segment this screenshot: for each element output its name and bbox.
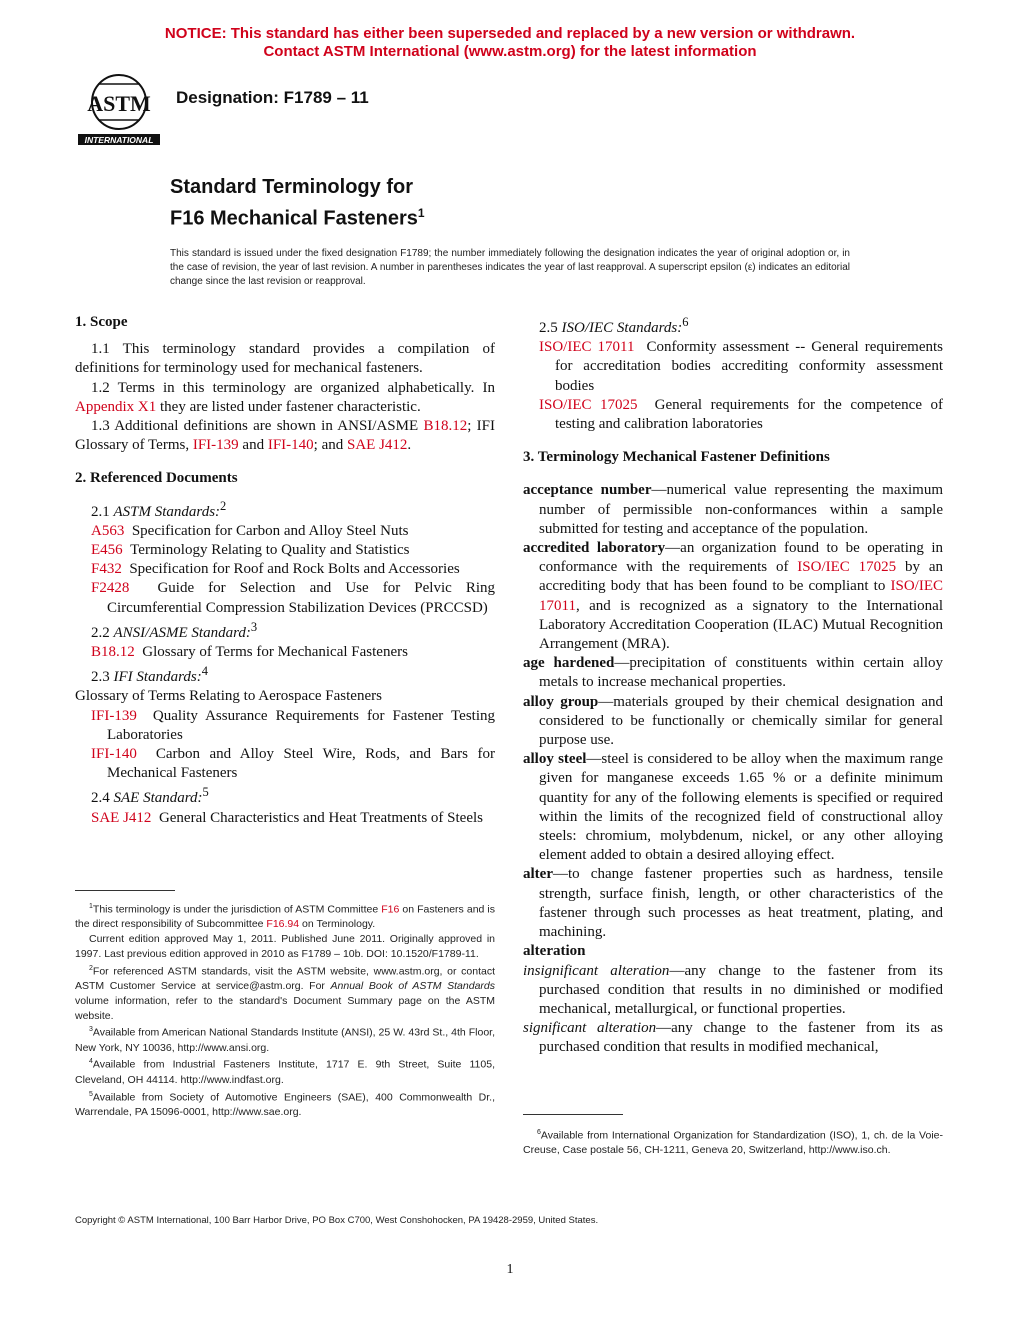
reference-code-link[interactable]: IFI-139	[91, 707, 137, 724]
scope-heading: 1. Scope	[75, 314, 128, 330]
sae-label-sup: 5	[202, 785, 209, 800]
scope-1-3-text-d: ; and	[313, 437, 347, 454]
reference-spacer	[151, 810, 159, 826]
footnote-text: on Fasteners and is the direct responsibility of Subcommittee	[75, 903, 496, 931]
footnote-text: volume information, refer to the standard's Document Summary page on the ASTM website.	[75, 994, 495, 1022]
scope-1-3-text-b: ; IFI Glossary of Terms,	[75, 418, 495, 454]
reference-title: Specification for Roof and Rock Bolts and Accessories	[129, 561, 460, 578]
scope-1-2-text-a: 1.2 Terms in this terminology are organized alphabetically. In	[91, 379, 495, 396]
term-label: alteration	[523, 943, 586, 960]
term-definition: —precipitation of constituents within certain alloy metals to increase mechanical properties.	[539, 655, 944, 691]
term-label: alloy group	[523, 693, 599, 710]
astm-standards-list	[75, 522, 495, 618]
reference-title: Terminology Relating to Quality and Statistics	[130, 542, 410, 559]
iso-standards-label	[523, 313, 943, 338]
reference-spacer	[137, 708, 153, 724]
term-alteration	[523, 942, 943, 961]
footnotes-left	[75, 900, 495, 1120]
term-label: age hardened	[523, 655, 615, 672]
ansi-standards-list	[75, 643, 495, 662]
footnote-text: on Terminology.	[299, 918, 376, 931]
document-title	[170, 174, 425, 232]
scope-1-3-text-e: .	[407, 437, 412, 454]
scope-1-1: 1.1 This terminology standard provides a compilation of definitions for terminology used for mechanical fasteners.	[75, 341, 495, 377]
term-definition: —steel is considered to be alloy when the maximum range given for manganese exceeds 1.65 % or a definite minimum quantity for any of the following elements is specified or required within the limits of the recognized field of constructional alloy steels: chromium, molybdenum, nickel, or any other alloying element added to obtain a desired alloying effect.	[539, 751, 943, 864]
term-definition-b: by an accrediting body that has been found to be compliant to	[539, 559, 943, 595]
b18-12-link[interactable]: B18.12	[423, 418, 468, 435]
reference-spacer	[124, 523, 132, 539]
footnote-text: For referenced ASTM standards, visit the ASTM website, www.astm.org, or contact ASTM Customer Service at service@astm.org. For	[75, 965, 495, 992]
logo-text: ASTM	[87, 91, 151, 116]
reference-code-link[interactable]: IFI-140	[91, 746, 137, 763]
iso-standards-list	[523, 338, 943, 434]
term-definition: —to change fastener properties such as hardness, tensile strength, surface finish, length, or other characteristics of the fastener through such processes as heat treatment, plating, and machining.	[539, 866, 943, 941]
term-accredited-laboratory	[523, 539, 943, 654]
ifi-glossary-plain: Glossary of Terms Relating to Aerospace Fasteners	[75, 688, 382, 705]
sae-label-title: SAE Standard:	[113, 790, 203, 807]
ifi-label-num: 2.3	[91, 669, 114, 686]
notice-line-1: NOTICE: This standard has either been superseded and replaced by a new version or withdrawn.	[164, 25, 856, 42]
footnote-3	[75, 1023, 495, 1055]
f16-94-link[interactable]: F16.94	[266, 918, 300, 931]
sae-label-num: 2.4	[91, 790, 114, 807]
footnote-rule-left	[75, 890, 175, 891]
astm-logo	[76, 72, 162, 148]
footnote-5	[75, 1088, 495, 1120]
reference-item	[75, 809, 495, 828]
footnote-mark: 5	[89, 1090, 93, 1098]
reference-code-link[interactable]: B18.12	[91, 644, 135, 661]
iso-label-num: 2.5	[539, 320, 562, 336]
ifi-140-link[interactable]: IFI-140	[267, 437, 314, 454]
term-definition: —any change to the fastener from its as purchased condition that results in modified mechanical,	[539, 1020, 944, 1056]
right-column	[523, 313, 943, 1058]
iso-17011-link[interactable]: ISO/IEC 17011	[539, 578, 943, 614]
reference-spacer	[638, 397, 655, 413]
footnote-mark: 1	[89, 903, 93, 910]
reference-item	[523, 338, 943, 396]
f16-link[interactable]: F16	[381, 903, 400, 916]
ansi-label-title: ANSI/ASME Standard:	[113, 624, 251, 641]
reference-title: Conformity assessment -- General requirements for accreditation bodies accrediting conformity assessment bodies	[555, 339, 944, 394]
reference-code-link[interactable]: F2428	[91, 580, 130, 597]
term-alloy-group	[523, 693, 943, 751]
ansi-label-sup: 3	[250, 619, 258, 634]
iso-label-sup: 6	[682, 315, 689, 329]
term-label: alter	[523, 866, 553, 883]
scope-1-3-text-c: and	[238, 437, 268, 454]
astm-label-num: 2.1	[91, 503, 114, 520]
term-definition: —numerical value representing the maximum number of permissible non-conformances within a sample submitted for testing and acceptance of the population.	[539, 482, 943, 537]
left-column	[75, 313, 495, 828]
reference-title: Guide for Selection and Use for Pelvic Ring Circumferential Compression Stabilization Devices (PRCCSD)	[107, 580, 496, 616]
term-alloy-steel	[523, 750, 943, 865]
reference-title: General requirements for the competence of testing and calibration laboratories	[555, 396, 944, 433]
reference-title: Carbon and Alloy Steel Wire, Rods, and Bars for Mechanical Fasteners	[107, 746, 495, 782]
footnote-italic: Annual Book of ASTM Standards	[330, 979, 495, 992]
footnote-4	[75, 1055, 495, 1087]
terminology-heading: 3. Terminology Mechanical Fastener Definitions	[523, 449, 830, 466]
ifi-standards-list	[75, 707, 495, 784]
notice-line-2: Contact ASTM International (www.astm.org) for the latest information	[263, 43, 757, 60]
term-insignificant-alteration	[523, 962, 943, 1020]
refdocs-heading: 2. Referenced Documents	[75, 470, 238, 487]
term-definition: —any change to the fastener from its purchased condition that results in no diminished or modified mechanical, metallurgical, or functional properties.	[539, 962, 943, 1017]
reference-code-link[interactable]: F432	[91, 561, 122, 578]
reference-code-link[interactable]: ISO/IEC 17011	[539, 339, 635, 356]
copyright: Copyright © ASTM International, 100 Barr Harbor Drive, PO Box C700, West Conshohocken, PA 19428-2959, United States.	[75, 1215, 599, 1226]
scope-1-3	[75, 417, 495, 455]
ifi-label-sup: 4	[201, 664, 208, 679]
designation: Designation: F1789 – 11	[176, 88, 369, 107]
term-significant-alteration	[523, 1019, 943, 1057]
reference-item	[75, 560, 495, 579]
term-label: accredited laboratory	[523, 540, 666, 557]
reference-code-link[interactable]: A563	[91, 522, 125, 539]
footnote-1-edition: Current edition approved May 1, 2011. Published June 2011. Originally approved in 1997. Last previous edition approved in 2010 as F1789 – 10b. DOI: 10.1520/F1789-11.	[75, 933, 495, 960]
footnote-rule-right	[523, 1114, 623, 1115]
page-number: 1	[506, 1262, 514, 1277]
footnote-text: Available from American National Standards Institute (ANSI), 25 W. 43rd St., 4th Floor, New York, NY 10036, http://www.ansi.org.	[75, 1026, 495, 1054]
ifi-standards-label	[75, 662, 495, 687]
footnote-text: Available from International Organization for Standardization (ISO), 1, ch. de la Voie-Creuse, Case postale 56, CH-1211, Geneva 20, Switzerland, http://www.iso.ch.	[523, 1129, 943, 1157]
term-age-hardened	[523, 654, 943, 692]
withdrawn-notice	[0, 25, 1020, 61]
scope-1-2	[75, 379, 495, 417]
ansi-label-num: 2.2	[91, 624, 114, 641]
scope-1-3-text-a: 1.3 Additional definitions are shown in ANSI/ASME	[91, 418, 424, 435]
issue-note: This standard is issued under the fixed designation F1789; the number immediately following the designation indicates the year of original adoption or, in the case of revision, the year of last revision. A number in parentheses indicates the year of last reapproval. A superscript epsilon (ε) indicates an editorial change since the last revision or reapproval.	[170, 248, 850, 287]
reference-spacer	[129, 580, 157, 596]
sae-standards-list	[75, 809, 495, 828]
astm-label-sup: 2	[220, 498, 227, 513]
reference-item	[75, 643, 495, 662]
scope-1-2-text-b: they are listed under fastener characteristic.	[156, 398, 421, 415]
term-label: insignificant alteration	[523, 962, 670, 979]
footnotes-right	[523, 1126, 943, 1158]
term-alter	[523, 865, 943, 942]
reference-title: General Characteristics and Heat Treatments of Steels	[158, 809, 484, 826]
ansi-standards-label	[75, 618, 495, 643]
footnote-text: Available from Society of Automotive Engineers (SAE), 400 Commonwealth Dr., Warrendale, PA 15096-0001, http://www.sae.org.	[75, 1091, 495, 1118]
ifi-139-link[interactable]: IFI-139	[192, 437, 239, 454]
title-line-2-text: F16 Mechanical Fasteners	[170, 207, 418, 230]
footnote-mark: 6	[537, 1129, 541, 1136]
term-definition-a: —an organization found to be operating in conformance with the requirements of	[539, 540, 944, 576]
ifi-label-title: IFI Standards:	[113, 669, 202, 686]
reference-item	[75, 579, 495, 617]
astm-standards-label	[75, 497, 495, 522]
footnote-text: Available from Industrial Fasteners Institute, 1717 E. 9th Street, Suite 1105, Cleveland, OH 44114. http://www.indfast.org.	[75, 1058, 495, 1086]
reference-code-link[interactable]: ISO/IEC 17025	[539, 396, 638, 413]
reference-item	[75, 541, 495, 560]
title-line-1: Standard Terminology for	[170, 176, 413, 198]
term-definition-c: , and is recognized as a signatory to the International Laboratory Accreditation Cooperation (ILAC) Mutual Recognition Arrangement (MRA).	[539, 597, 943, 653]
reference-item	[75, 522, 495, 541]
footnote-1	[75, 900, 495, 932]
appendix-x1-link[interactable]: Appendix X1	[75, 398, 157, 415]
reference-item	[75, 745, 495, 783]
logo-subtext: INTERNATIONAL	[84, 135, 154, 145]
term-label: alloy steel	[523, 751, 587, 768]
term-definition: —materials grouped by their chemical designation and considered to be functionally or chemically similar for general purpose use.	[539, 693, 944, 749]
footnote-mark: 4	[89, 1058, 93, 1066]
footnote-6	[523, 1126, 943, 1158]
term-acceptance-number	[523, 481, 943, 539]
sae-j412-link[interactable]: SAE J412	[346, 437, 408, 454]
reference-spacer	[634, 339, 646, 355]
term-label: significant alteration	[523, 1020, 657, 1037]
reference-code-link[interactable]: SAE J412	[91, 809, 152, 826]
sae-standards-label	[75, 783, 495, 808]
term-label: acceptance number	[523, 482, 652, 499]
iso-17025-link[interactable]: ISO/IEC 17025	[797, 559, 897, 576]
reference-item	[75, 707, 495, 745]
astm-label-title: ASTM Standards:	[113, 503, 221, 520]
reference-title: Glossary of Terms for Mechanical Fasteners	[142, 644, 408, 661]
reference-title: Specification for Carbon and Alloy Steel Nuts	[131, 522, 409, 539]
footnote-mark: 2	[89, 964, 93, 972]
footnote-mark: 3	[89, 1026, 93, 1034]
title-footnote-mark: 1	[417, 206, 425, 220]
footnote-2	[75, 962, 495, 1024]
iso-label-title: ISO/IEC Standards:	[561, 320, 683, 336]
reference-spacer	[137, 746, 156, 762]
reference-title: Quality Assurance Requirements for Fastener Testing Laboratories	[107, 707, 496, 743]
title-line-2	[170, 200, 425, 232]
footnote-text: This terminology is under the jurisdiction of ASTM Committee	[92, 903, 382, 916]
reference-code-link[interactable]: E456	[91, 542, 123, 559]
reference-item	[523, 396, 943, 434]
